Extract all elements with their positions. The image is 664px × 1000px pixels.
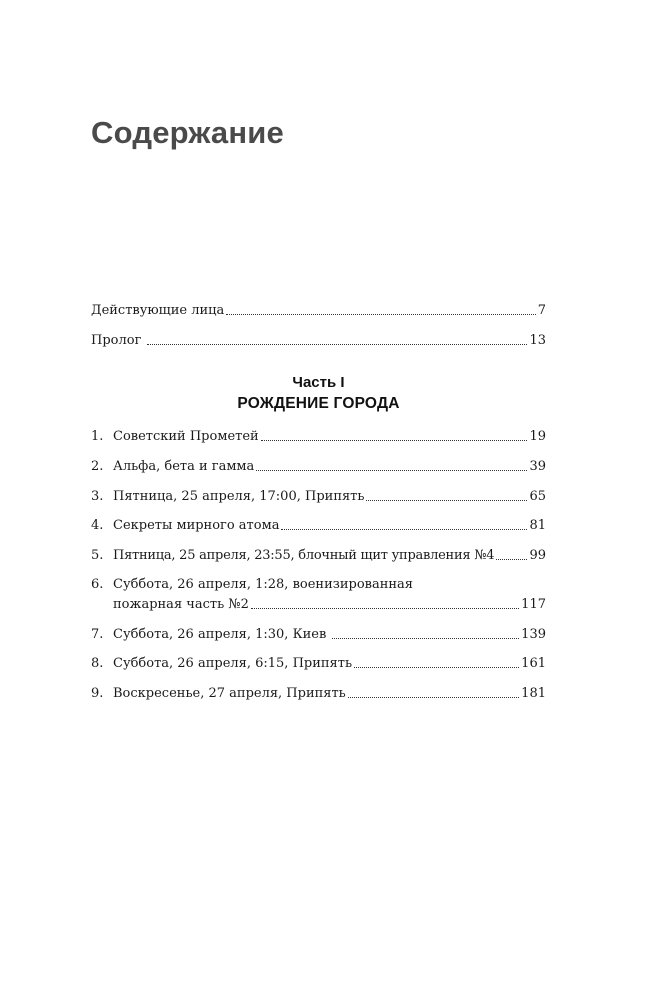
chapter-number: 9.: [91, 686, 104, 701]
dot-leader: [332, 638, 519, 639]
toc-entry-page: 139: [521, 627, 546, 642]
dot-leader: [147, 344, 527, 345]
dot-leader: [226, 314, 535, 315]
toc-entry-chapter[interactable]: [91, 429, 546, 445]
toc-entry-chapter[interactable]: [91, 577, 546, 613]
toc-front-matter: [91, 303, 546, 319]
toc-entry-title-line-1: Суббота, 26 апреля, 1:28, военизированная: [113, 577, 413, 592]
toc-entry-title: Секреты мирного атома: [113, 518, 280, 533]
toc-entry-page: 7: [537, 303, 546, 318]
toc-chapter-2: [91, 459, 546, 475]
toc-entry-chapter[interactable]: [91, 518, 546, 534]
toc-entry-title: Пятница, 25 апреля, 17:00, Припять: [113, 489, 365, 504]
chapter-number: 4.: [91, 518, 104, 533]
toc-entry-chapter[interactable]: [91, 548, 546, 564]
toc-entry-page: 39: [529, 459, 546, 474]
toc-entry-page: 19: [529, 429, 546, 444]
part-title: РОЖДЕНИЕ ГОРОДА: [237, 395, 400, 412]
dot-leader: [496, 559, 527, 560]
part-heading: [91, 373, 546, 414]
toc-entry-title: Воскресенье, 27 апреля, Припять: [113, 686, 346, 701]
toc-entry-page: 99: [529, 548, 546, 563]
page-title: Содержание: [91, 115, 284, 150]
chapter-number: 2.: [91, 459, 104, 474]
toc-entry-chapter[interactable]: [91, 656, 546, 672]
part-label: Часть I: [292, 374, 345, 391]
toc-chapter-8: [91, 656, 546, 672]
toc-chapter-1: [91, 429, 546, 445]
toc-chapter-7: [91, 627, 546, 643]
chapter-number: 8.: [91, 656, 104, 671]
toc-entry-chapter[interactable]: [91, 489, 546, 505]
chapter-number: 5.: [91, 548, 104, 563]
toc-entry-page: 181: [521, 686, 546, 701]
dot-leader: [366, 500, 527, 501]
dot-leader: [354, 667, 519, 668]
toc-entry-page: 81: [529, 518, 546, 533]
chapter-number: 1.: [91, 429, 104, 444]
toc-entry-page: 161: [521, 656, 546, 671]
dot-leader: [261, 440, 528, 441]
toc-entry-chapter[interactable]: [91, 627, 546, 643]
dot-leader: [348, 697, 519, 698]
toc-entry-title: Пятница, 25 апреля, 23:55, блочный щит управления №4: [113, 548, 495, 563]
toc-chapter-9: [91, 686, 546, 702]
toc-entry-page: 65: [529, 489, 546, 504]
toc-entry-title: Суббота, 26 апреля, 6:15, Припять: [113, 656, 353, 671]
toc-entry-page: 13: [529, 333, 546, 348]
toc-chapter-6: [91, 577, 546, 613]
toc-front-matter-2: [91, 333, 546, 349]
dot-leader: [251, 608, 519, 609]
toc-entry-title-line-2: пожарная часть №2: [113, 597, 249, 612]
toc-entry-title: Действующие лица: [91, 303, 225, 318]
toc-entry-title: Суббота, 26 апреля, 1:30, Киев: [113, 627, 327, 642]
dot-leader: [256, 470, 527, 471]
toc-entry-line-2: [113, 597, 546, 613]
toc-entry-chapter[interactable]: [91, 686, 546, 702]
toc-chapter-3: [91, 489, 546, 505]
toc-entry-page: 117: [521, 597, 546, 612]
toc-entry-line-1: [113, 577, 546, 593]
toc-entry-title: Советский Прометей: [113, 429, 259, 444]
toc-entry-prologue[interactable]: [91, 333, 546, 349]
chapter-number: 3.: [91, 489, 104, 504]
dot-leader: [281, 529, 527, 530]
toc-entry-cast[interactable]: [91, 303, 546, 319]
chapter-number: 7.: [91, 627, 104, 642]
toc-chapter-5: [91, 548, 546, 564]
chapter-number: 6.: [91, 577, 104, 592]
toc-entry-chapter[interactable]: [91, 459, 546, 475]
toc-entry-body: [113, 577, 546, 613]
toc-chapter-4: [91, 518, 546, 534]
toc-entry-title: Альфа, бета и гамма: [113, 459, 255, 474]
toc-entry-title: Пролог: [91, 333, 142, 348]
